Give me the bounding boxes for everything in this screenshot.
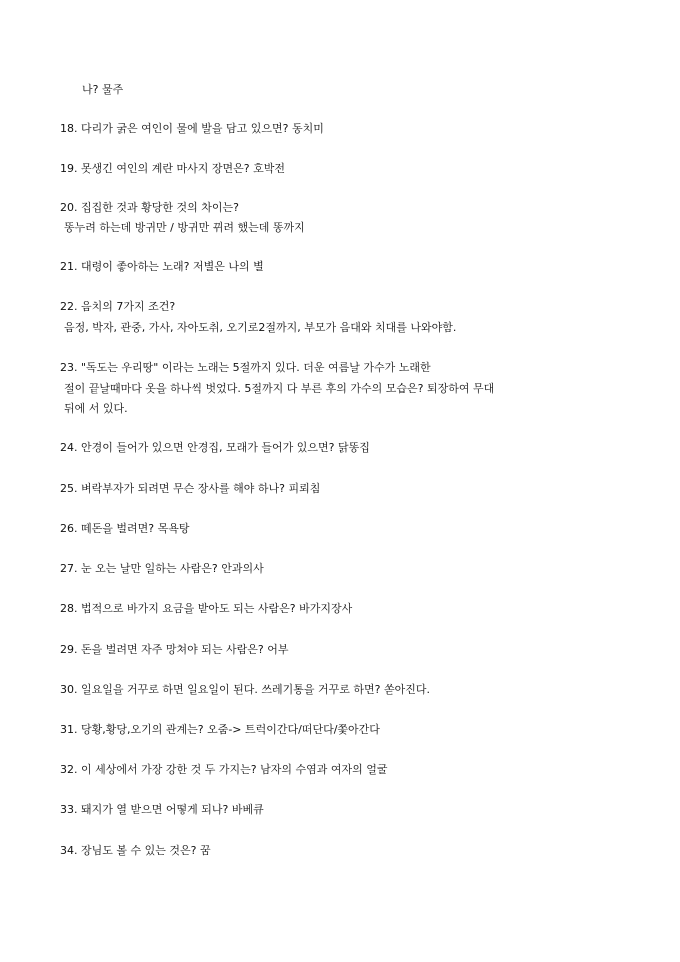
item-20-question: 20. 집집한 것과 황당한 것의 차이는? [60,201,239,214]
item-19: 19. 못생긴 여인의 계란 마사지 장면은? 호박전 [60,162,285,175]
item-18: 18. 다리가 굵은 여인이 물에 발을 담고 있으면? 동치미 [60,122,324,135]
item-24: 24. 안경이 들어가 있으면 안경집, 모래가 들어가 있으면? 닭똥집 [60,441,370,454]
item-23-line-2: 절이 끝날때마다 옷을 하나씩 벗었다. 5절까지 다 부른 후의 가수의 모습은? 퇴장하여 무대 [64,382,495,395]
item-26: 26. 떼돈을 벌려면? 목욕탕 [60,522,190,535]
item-23-line-3: 뒤에 서 있다. [64,402,128,415]
item-23-line-1: 23. "독도는 우리땅" 이라는 노래는 5절까지 있다. 더운 여름날 가수가 노래한 [60,361,431,374]
item-27: 27. 눈 오는 날만 일하는 사람은? 안과의사 [60,562,264,575]
item-31: 31. 당황,황당,오기의 관계는? 오줌-> 트럭이간다/떠단다/쫓아간다 [60,723,380,736]
item-continuation: 나? 물주 [82,83,124,96]
item-28: 28. 법적으로 바가지 요금을 받아도 되는 사람은? 바가지장사 [60,602,353,615]
item-34: 34. 장님도 볼 수 있는 것은? 꿈 [60,844,211,857]
item-30: 30. 일요일을 거꾸로 하면 일요일이 된다. 쓰레기통을 거꾸로 하면? 쏟아진다. [60,683,430,696]
item-22-question: 22. 음치의 7가지 조건? [60,300,176,313]
item-33: 33. 돼지가 열 받으면 어떻게 되나? 바베큐 [60,803,264,816]
item-22-answer: 음정, 박자, 관중, 가사, 자아도취, 오기로2절까지, 부모가 음대와 치대를 나와야함. [64,321,457,334]
item-25: 25. 벼락부자가 되려면 무슨 장사를 해야 하나? 피뢰침 [60,482,321,495]
item-21: 21. 대령이 좋아하는 노래? 저별은 나의 별 [60,260,264,273]
item-32: 32. 이 세상에서 가장 강한 것 두 가지는? 남자의 수염과 여자의 얼굴 [60,763,388,776]
item-20-answer: 똥누려 하는데 방귀만 / 방귀만 뀌려 했는데 똥까지 [64,221,305,234]
item-29: 29. 돈을 벌려면 자주 망쳐야 되는 사람은? 어부 [60,643,289,656]
